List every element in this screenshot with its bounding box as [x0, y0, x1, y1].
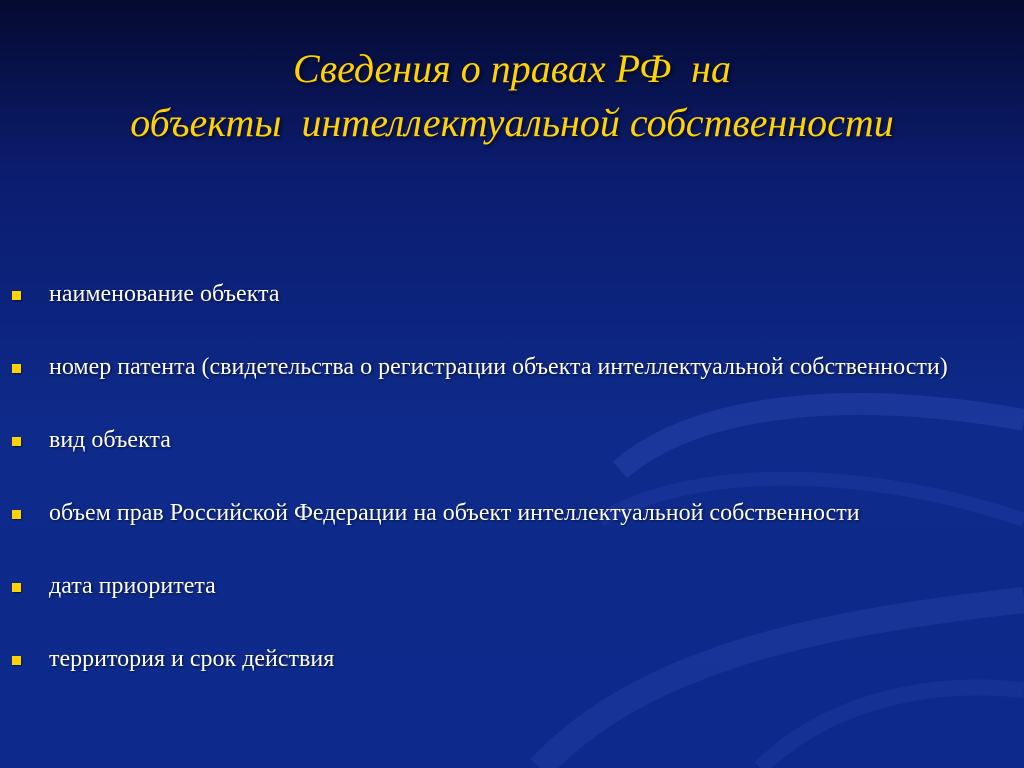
square-bullet-icon [12, 656, 21, 665]
list-item-text: территория и срок действия [49, 646, 335, 672]
list-item [12, 426, 1002, 455]
bullet-list [12, 280, 1002, 674]
title-line: Сведения о правах РФ на [293, 46, 731, 91]
square-bullet-icon [12, 291, 21, 300]
list-item [12, 499, 1002, 528]
list-item-text: дата приоритета [49, 573, 216, 599]
square-bullet-icon [12, 437, 21, 446]
list-item-text: вид объекта [49, 427, 171, 453]
list-item [12, 353, 1002, 382]
title-line: объекты интеллектуальной собственности [130, 100, 894, 145]
slide-title [0, 42, 1024, 150]
list-item-text: объем прав Российской Федерации на объект интеллектуальной собственности [49, 500, 860, 526]
list-item-text: номер патента (свидетельства о регистрации объекта интеллектуальной собственности) [49, 354, 948, 380]
list-item [12, 280, 1002, 309]
square-bullet-icon [12, 510, 21, 519]
list-item [12, 572, 1002, 601]
square-bullet-icon [12, 364, 21, 373]
list-item [12, 645, 1002, 674]
square-bullet-icon [12, 583, 21, 592]
list-item-text: наименование объекта [49, 281, 280, 307]
